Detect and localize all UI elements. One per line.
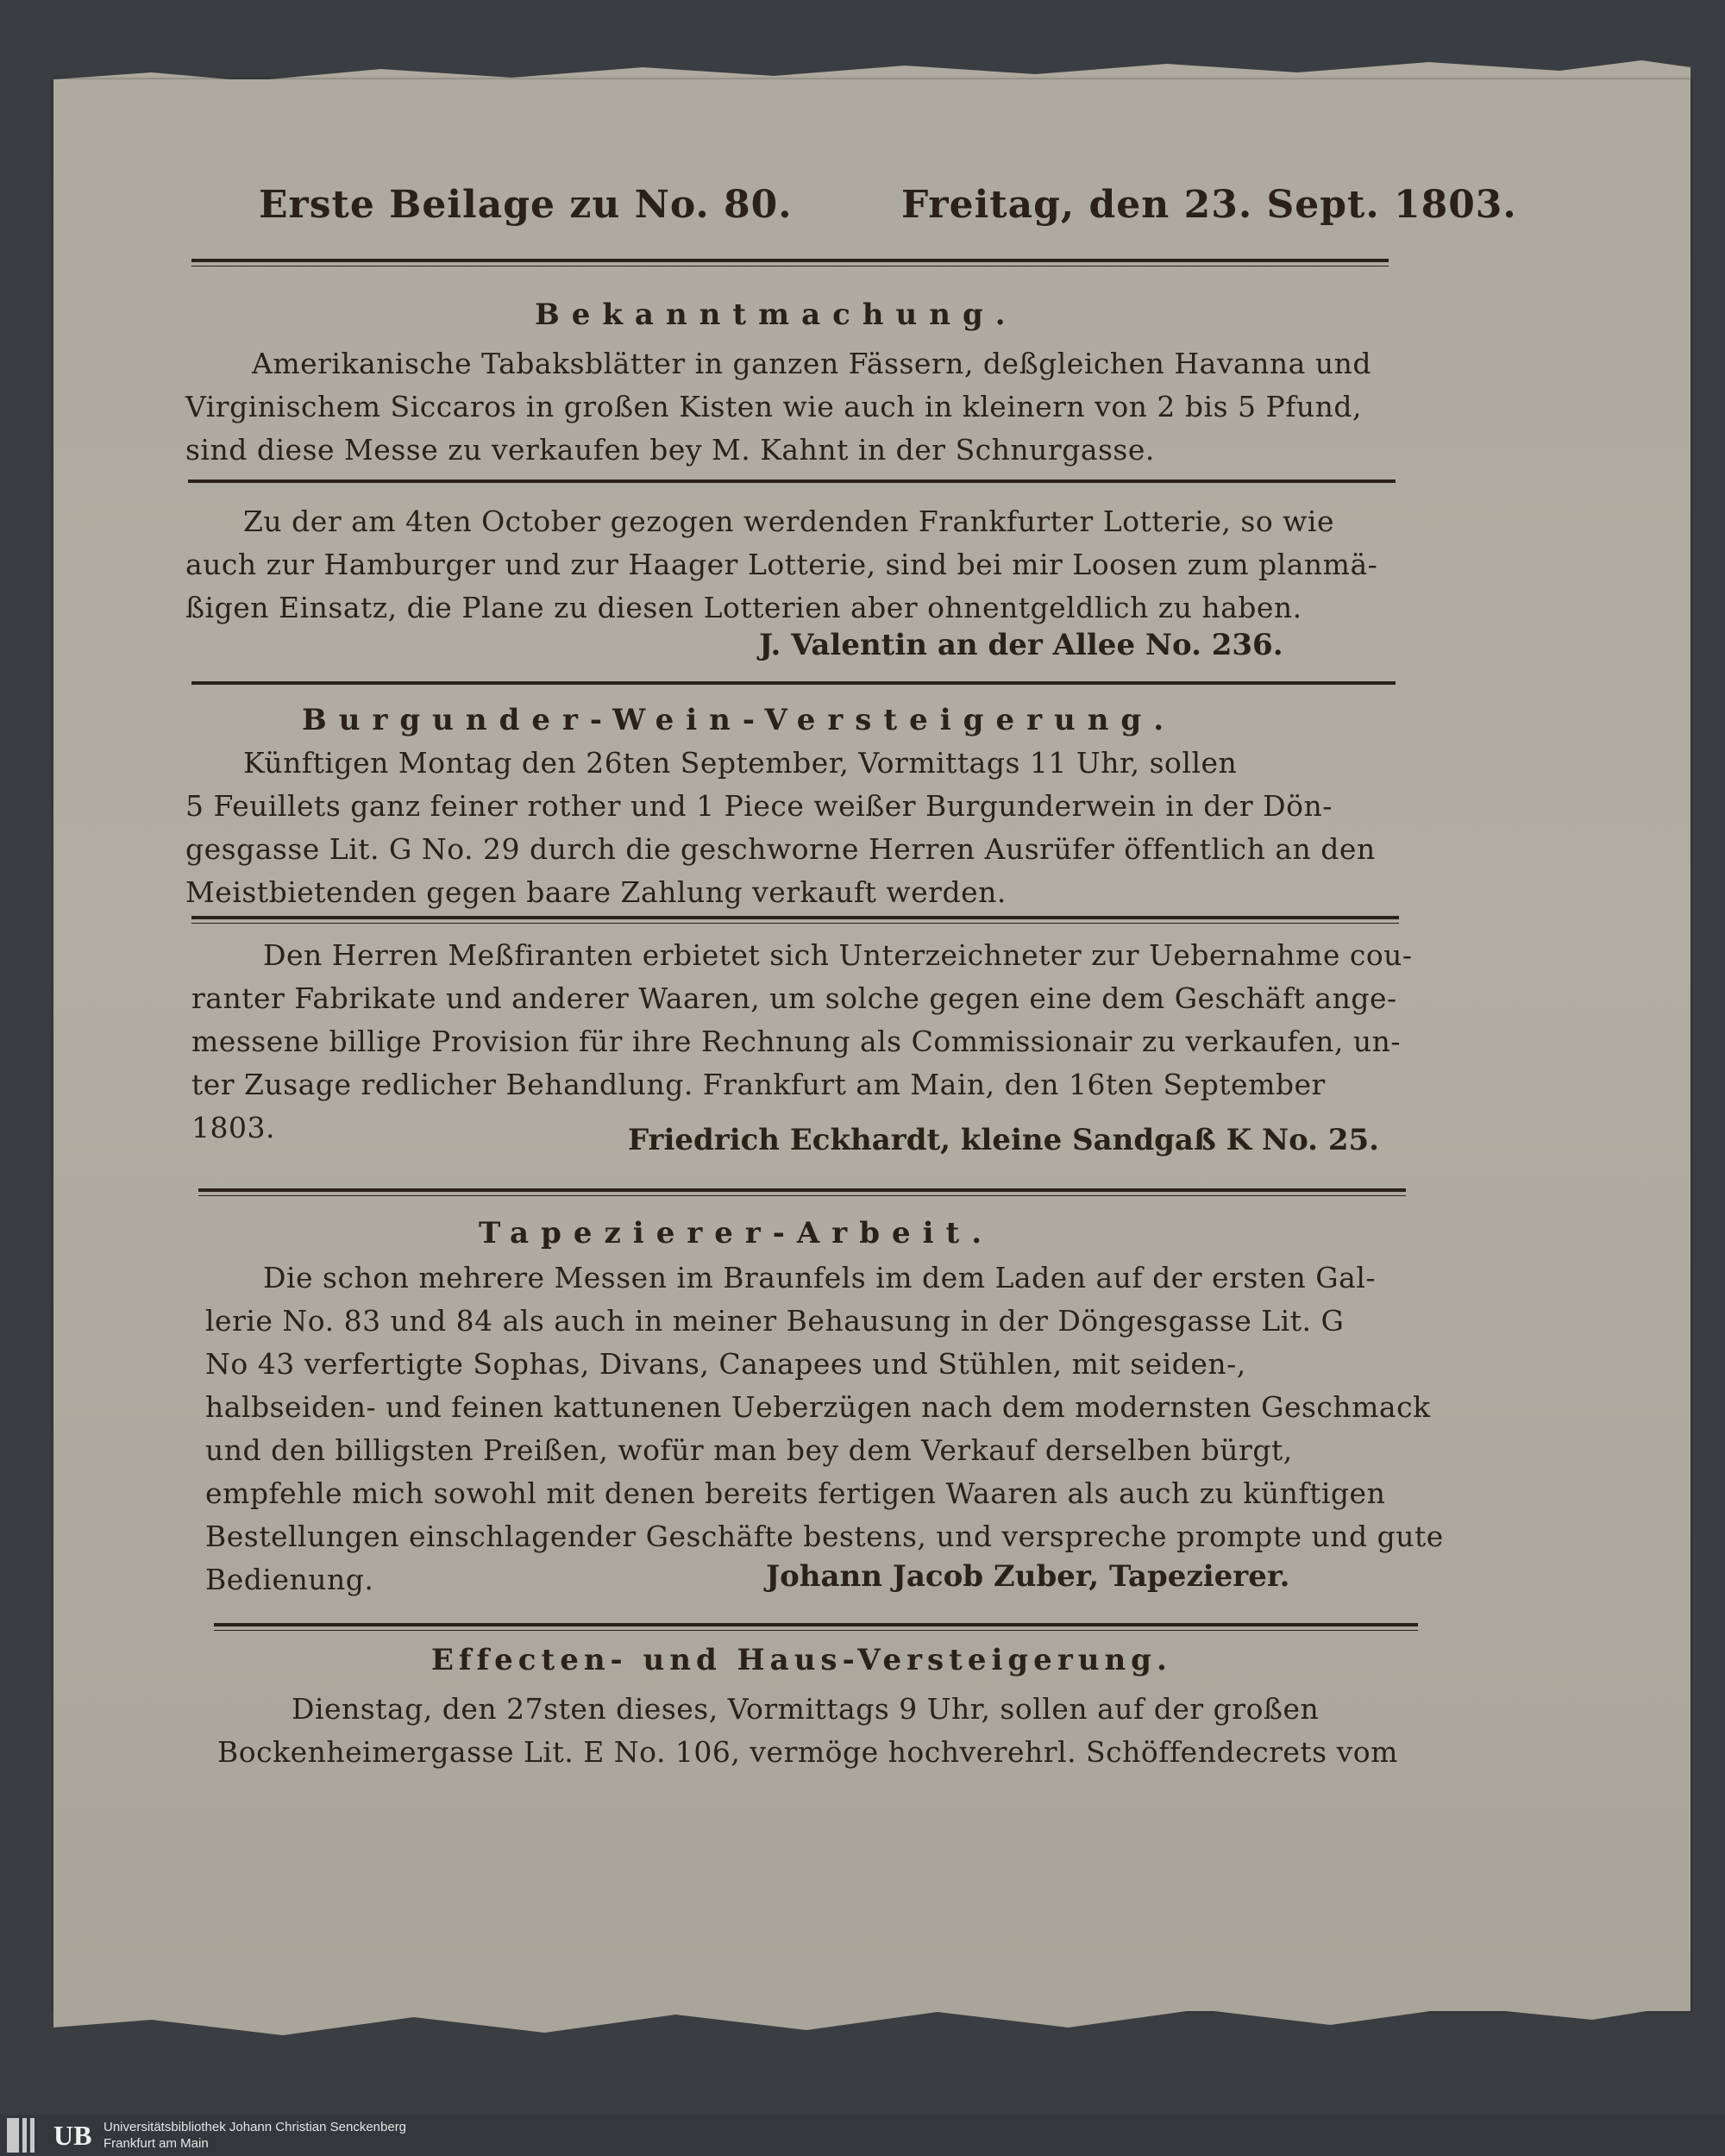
notice-line: Dienstag, den 27sten dieses, Vormittags 9 Uhr, sollen auf der großen: [292, 1692, 1320, 1726]
notice-line: No 43 verfertigte Sophas, Divans, Canapees und Stühlen, mit seiden-,: [205, 1347, 1246, 1381]
notice-line: empfehle mich sowohl mit denen bereits fertigen Waaren als auch zu künftigen: [205, 1476, 1386, 1510]
notice-title: Burgunder-Wein-Versteigerung.: [302, 703, 1176, 737]
logo-text: UB: [53, 2120, 92, 2151]
notice-line: 5 Feuillets ganz feiner rother und 1 Piece weißer Burgunderwein in der Dön-: [185, 789, 1333, 823]
section-rule: [191, 916, 1399, 924]
notice-line: ranter Fabrikate und anderer Waaren, um solche gegen eine dem Geschäft ange-: [191, 981, 1397, 1015]
notice-line: Die schon mehrere Messen im Braunfels im dem Laden auf der ersten Gal-: [263, 1261, 1377, 1294]
institution-name: Universitätsbibliothek Johann Christian Senckenberg: [104, 2120, 407, 2134]
section-rule: [214, 1623, 1418, 1631]
notice-line: ßigen Einsatz, die Plane zu diesen Lotterien aber ohnentgeldlich zu haben.: [185, 591, 1302, 624]
notice-line: Bockenheimergasse Lit. E No. 106, vermöge hochverehrl. Schöffendecrets vom: [217, 1735, 1398, 1769]
notice-line: Bestellungen einschlagender Geschäfte bestens, und verspreche prompte und gute: [205, 1520, 1444, 1553]
notice-signature: J. Valentin an der Allee No. 236.: [759, 628, 1283, 662]
notice-line: und den billigsten Preißen, wofür man bey dem Verkauf derselben bürgt,: [205, 1433, 1293, 1467]
notice-line: messene billige Provision für ihre Rechnung als Commissionair zu verkaufen, un-: [191, 1025, 1402, 1058]
notice-line: halbseiden- und feinen kattunenen Ueberzügen nach dem modernsten Geschmack: [205, 1390, 1431, 1424]
supplement-label: Erste Beilage zu No. 80.: [259, 183, 793, 227]
section-rule: [198, 1188, 1406, 1196]
institution-city: Frankfurt am Main: [104, 2136, 209, 2151]
notice-title: Bekanntmachung.: [535, 298, 1018, 332]
notice-line: lerie No. 83 und 84 als auch in meiner Behausung in der Döngesgasse Lit. G: [205, 1304, 1345, 1338]
notice-line: Zu der am 4ten October gezogen werdenden Frankfurter Lotterie, so wie: [243, 505, 1335, 538]
footer-bar: [0, 2115, 1725, 2156]
notice-signature: Johann Jacob Zuber, Tapezierer.: [766, 1559, 1290, 1594]
notice-line: ter Zusage redlicher Behandlung. Frankfurt am Main, den 16ten September: [191, 1068, 1326, 1101]
notice-signature: Friedrich Eckhardt, kleine Sandgaß K No. 25.: [628, 1123, 1379, 1157]
issue-date: Freitag, den 23. Sept. 1803.: [900, 183, 1517, 227]
section-rule: [188, 479, 1396, 483]
notice-line: Virginischem Siccaros in großen Kisten wie auch in kleinern von 2 bis 5 Pfund,: [185, 390, 1363, 423]
notice-line: Amerikanische Tabaksblätter in ganzen Fässern, deßgleichen Havanna und: [252, 347, 1371, 380]
notice-line: gesgasse Lit. G No. 29 durch die geschworne Herren Ausrüfer öffentlich an den: [185, 832, 1376, 866]
notice-line: Meistbietenden gegen baare Zahlung verkauft werden.: [185, 875, 1007, 909]
notice-line: 1803.: [191, 1111, 275, 1144]
notice-line: sind diese Messe zu verkaufen bey M. Kahnt in der Schnurgasse.: [185, 433, 1155, 467]
section-rule: [191, 681, 1396, 685]
header-rule: [191, 259, 1389, 266]
notice-line: Bedienung.: [205, 1563, 374, 1596]
notice-line: auch zur Hamburger und zur Haager Lotterie, sind bei mir Loosen zum planmä-: [185, 548, 1378, 581]
notice-line: Den Herren Meßfiranten erbietet sich Unterzeichneter zur Uebernahme cou-: [263, 938, 1413, 972]
page-header: [259, 183, 1517, 227]
notice-line: Künftigen Montag den 26ten September, Vormittags 11 Uhr, sollen: [243, 746, 1238, 780]
notice-title: Tapezierer-Arbeit.: [479, 1216, 994, 1250]
notice-title: Effecten- und Haus-Versteigerung.: [431, 1643, 1172, 1677]
